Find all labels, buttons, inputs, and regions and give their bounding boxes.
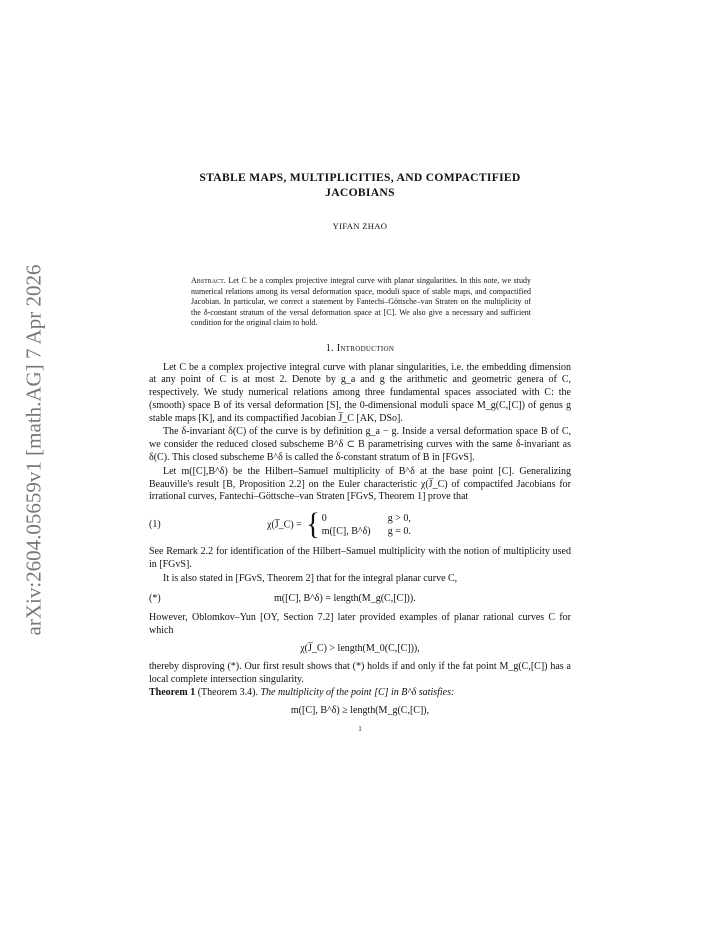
paper-title [149,170,571,200]
case-condition: g = 0. [387,526,411,538]
paragraph: Let C be a complex projective integral curve with planar singularities, i.e. the embedding dimension at any point of C is at most 2. Denote by g_a and g the arithmetic and geometric genera of C, respectively. We study numerical relations among three fundamental spaces associated with C: the (smooth) space B of its versal deformation [S], the 0-dimensional moduli space M_g(C,[C]) of genus g stable maps [K], and its compactified Jacobian J̅_C [AK, DSo]. [149,361,571,424]
abstract-label: Abstract. [191,276,226,285]
equation-4: m([C], B^δ) ≥ length(M_g(C,[C]), [290,705,430,717]
paragraph: However, Oblomkov–Yun [OY, Section 7.2] later provided examples of planar rational curves C for which [149,612,571,637]
equation-2 [149,593,571,606]
arxiv-stamp [14,250,54,650]
title-line-1: STABLE MAPS, MULTIPLICITIES, AND COMPACTIFIED [199,171,521,184]
arxiv-stamp-text: arXiv:2604.05659v1 [math.AG] 7 Apr 2026 [21,264,46,636]
case-value: m([C], B^δ) [321,526,371,538]
theorem-1 [149,687,571,700]
cases-block [304,507,411,542]
cases-rows [322,512,411,538]
theorem-text: The multiplicity of the point [C] in B^δ satisfies: [257,687,455,699]
theorem-ref: (Theorem 3.4). [195,687,258,699]
page-number: 1 [358,725,362,734]
case-condition: g > 0, [387,513,411,525]
paper-page [149,170,571,736]
paragraph: thereby disproving (*). Our first result shows that (*) holds if and only if the fat point M_g(C,[C]) has a local complete intersection singularity. [149,660,571,685]
title-line-2: JACOBIANS [325,186,395,199]
brace-icon: { [306,507,320,542]
equation-content: m([C], B^δ) = length(M_g(C,[C])). [274,592,416,604]
abstract-text: Let C be a complex projective integral curve with planar singularities. In this note, we study numerical relations among its versal deformation space, moduli space of stable maps, and compactified Jacobian. In particular, we correct a statement by Fantechi–Göttsche–van Straten on the multiplicity of the δ-constant stratum of the versal deformation space at [C]. We also give a necessary and sufficient condition for the original claim to hold. [191,276,531,327]
equation-lhs: χ(J̅_C) = [267,519,302,531]
equation-tag: (1) [149,518,161,530]
section-title: 1. Introduction [325,342,395,354]
paragraph: It is also stated in [FGvS, Theorem 2] that for the integral planar curve C, [163,572,458,584]
paragraph: See Remark 2.2 for identification of the Hilbert–Samuel multiplicity with the notion of multiplicity used in [FGvS]. [149,546,571,571]
equation-3: χ(J̅_C) > length(M_0(C,[C])), [300,643,420,655]
paragraph: Let m([C],B^δ) be the Hilbert–Samuel multiplicity of B^δ at the base point [C]. Generalizing Beauville's result [B, Proposition 2.2] on the Euler characteristic χ(J̅_C) of compactifed Jacobians for irrational curves, Fantechi–Göttsche–van Straten [FGvS, Theorem 1] prove that [149,465,571,503]
theorem-label: Theorem 1 [149,687,196,699]
case-value: 0 [321,513,327,525]
author: YIFAN ZHAO [332,221,388,231]
equation-content [267,507,571,542]
section-body [149,362,571,736]
abstract [191,276,531,329]
equation-tag: (*) [149,592,161,604]
equation-1 [149,507,571,542]
paragraph: The δ-invariant δ(C) of the curve is by definition g_a − g. Inside a versal deformation space B of C, we consider the reduced closed subscheme B^δ ⊂ B parametrising curves with the same δ-invariant as δ(C). This closed subscheme B^δ is called the δ-constant stratum of B in [FGvS]. [149,426,571,464]
